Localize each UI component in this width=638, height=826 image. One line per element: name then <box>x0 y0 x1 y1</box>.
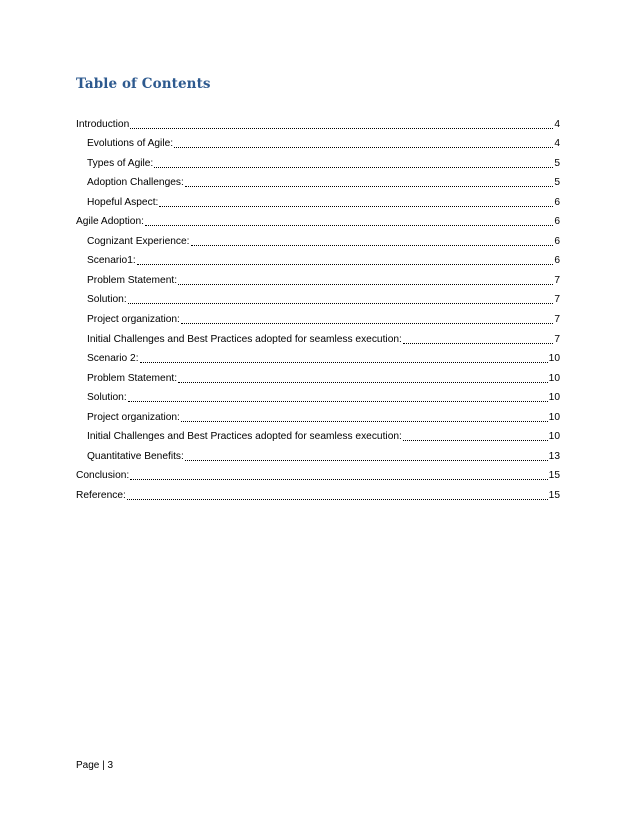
toc-dot-leader <box>185 460 548 461</box>
toc-entry[interactable] <box>76 406 560 426</box>
toc-entry-page-number[interactable]: 7 <box>554 274 560 286</box>
toc-entry[interactable] <box>76 152 560 172</box>
toc-dot-leader <box>130 128 553 129</box>
toc-entry[interactable] <box>76 367 560 387</box>
toc-entry-page-number[interactable]: 6 <box>554 235 560 247</box>
toc-entry[interactable] <box>76 445 560 465</box>
toc-entry-page-number[interactable]: 10 <box>548 372 560 384</box>
toc-entry[interactable] <box>76 191 560 211</box>
toc-dot-leader <box>145 225 553 226</box>
toc-dot-leader <box>178 382 548 383</box>
toc-entry-page-number[interactable]: 10 <box>548 392 560 404</box>
toc-entry[interactable] <box>76 484 560 504</box>
toc-entry-label[interactable]: Hopeful Aspect: <box>87 196 159 208</box>
toc-dot-leader <box>178 284 553 285</box>
toc-entry[interactable] <box>76 269 560 289</box>
toc-title: Table of Contents <box>76 76 211 92</box>
toc-entry-label[interactable]: Evolutions of Agile: <box>87 138 174 150</box>
toc-entry-label[interactable]: Problem Statement: <box>87 274 178 286</box>
toc-entry-page-number[interactable]: 15 <box>548 470 560 482</box>
toc-entry[interactable] <box>76 465 560 485</box>
toc-entry-page-number[interactable]: 15 <box>548 489 560 501</box>
toc-entry-page-number[interactable]: 10 <box>548 411 560 423</box>
toc-dot-leader <box>403 343 553 344</box>
toc-dot-leader <box>159 206 553 207</box>
toc-entry-label[interactable]: Initial Challenges and Best Practices adopted for seamless execution: <box>87 333 402 345</box>
toc-dot-leader <box>403 440 548 441</box>
toc-dot-leader <box>130 479 547 480</box>
toc-entry[interactable] <box>76 250 560 270</box>
toc-entry[interactable] <box>76 426 560 446</box>
toc-entry[interactable] <box>76 230 560 250</box>
toc-entry-label[interactable]: Solution: <box>87 392 127 404</box>
toc-entry-page-number[interactable]: 5 <box>554 177 560 189</box>
toc-dot-leader <box>181 421 548 422</box>
toc-dot-leader <box>137 264 554 265</box>
toc-entry-label[interactable]: Types of Agile: <box>87 157 154 169</box>
toc-entry-page-number[interactable]: 6 <box>554 255 560 267</box>
toc-entry-label[interactable]: Project organization: <box>87 314 180 326</box>
toc-entry[interactable] <box>76 133 560 153</box>
toc-dot-leader <box>140 362 548 363</box>
toc-entry[interactable] <box>76 308 560 328</box>
toc-dot-leader <box>191 245 554 246</box>
toc-entry-page-number[interactable]: 7 <box>554 314 560 326</box>
toc-entry-label[interactable]: Solution: <box>87 294 127 306</box>
toc-entry-label[interactable]: Scenario1: <box>87 255 136 267</box>
toc-entry-label[interactable]: Scenario 2: <box>87 353 139 365</box>
toc-dot-leader <box>154 167 553 168</box>
toc-entry-page-number[interactable]: 4 <box>554 138 560 150</box>
toc-entry-page-number[interactable]: 5 <box>554 157 560 169</box>
toc-entry-label[interactable]: Project organization: <box>87 411 180 423</box>
toc-entry-page-number[interactable]: 10 <box>548 353 560 365</box>
toc-entry[interactable] <box>76 348 560 368</box>
toc-entry[interactable] <box>76 172 560 192</box>
page-footer: Page | 3 <box>76 760 114 771</box>
toc-entry-label[interactable]: Quantitative Benefits: <box>87 450 184 462</box>
toc-entry-label[interactable]: Introduction <box>76 118 130 130</box>
toc-dot-leader <box>181 323 553 324</box>
toc-entry-page-number[interactable]: 7 <box>554 294 560 306</box>
toc-entry-label[interactable]: Problem Statement: <box>87 372 178 384</box>
toc-entry[interactable] <box>76 289 560 309</box>
toc-entry-page-number[interactable]: 6 <box>554 216 560 228</box>
toc-dot-leader <box>128 401 548 402</box>
toc-dot-leader <box>174 147 553 148</box>
toc-entry-page-number[interactable]: 6 <box>554 196 560 208</box>
toc-entry-label[interactable]: Adoption Challenges: <box>87 177 184 189</box>
toc-dot-leader <box>185 186 553 187</box>
toc-entry-label[interactable]: Agile Adoption: <box>76 216 144 228</box>
toc-list <box>76 113 560 504</box>
toc-entry-label[interactable]: Cognizant Experience: <box>87 235 190 247</box>
toc-dot-leader <box>128 303 554 304</box>
toc-entry-label[interactable]: Conclusion: <box>76 470 130 482</box>
toc-entry-page-number[interactable]: 4 <box>554 118 560 130</box>
toc-entry[interactable] <box>76 211 560 231</box>
toc-entry[interactable] <box>76 113 560 133</box>
toc-dot-leader <box>127 499 548 500</box>
toc-entry[interactable] <box>76 387 560 407</box>
toc-entry-page-number[interactable]: 13 <box>548 450 560 462</box>
toc-entry-page-number[interactable]: 10 <box>548 431 560 443</box>
toc-entry-label[interactable]: Initial Challenges and Best Practices adopted for seamless execution: <box>87 431 402 443</box>
toc-entry-page-number[interactable]: 7 <box>554 333 560 345</box>
toc-entry[interactable] <box>76 328 560 348</box>
toc-entry-label[interactable]: Reference: <box>76 489 126 501</box>
